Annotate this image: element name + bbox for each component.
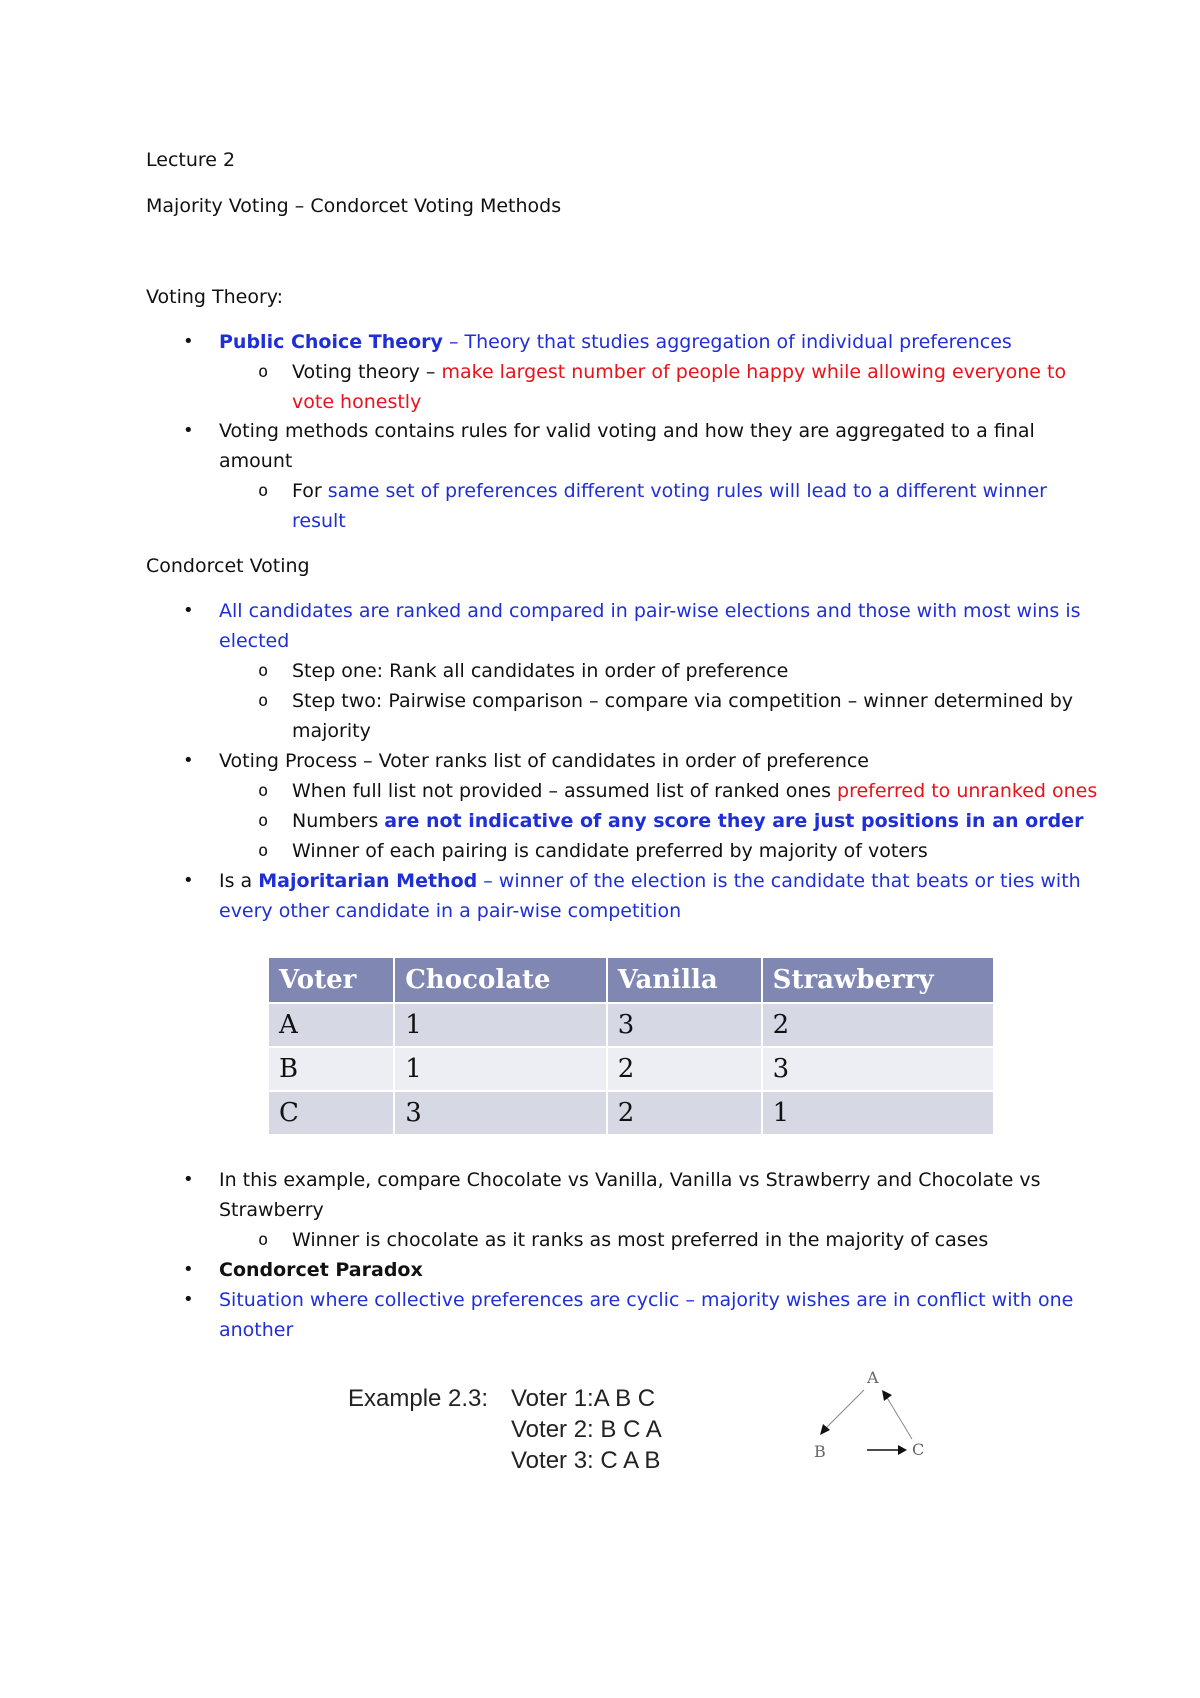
numbers-highlight: are not indicative of any score they are just positions in an order	[384, 810, 1084, 832]
table-cell: 3	[607, 1003, 762, 1047]
table-header-row	[268, 957, 994, 1003]
majoritarian-definition: – winner of the election is the candidate that beats or ties with	[477, 870, 1081, 892]
numbers-line	[292, 806, 1083, 836]
full-list-text: When full list not provided – assumed list of ranked ones	[292, 780, 838, 802]
sub-bullet-icon: o	[258, 691, 269, 711]
table-cell: 3	[762, 1047, 994, 1091]
node-b-label: B	[814, 1442, 826, 1461]
example-voter-1: Voter 1:A B C	[511, 1385, 656, 1412]
table-header-cell: Voter	[268, 957, 394, 1003]
full-list-highlight: preferred to unranked ones	[837, 780, 1098, 802]
bullet-icon: •	[183, 870, 194, 891]
step-two-line-2: majority	[292, 720, 371, 742]
numbers-prefix: Numbers	[292, 810, 385, 832]
winner-pairing: Winner of each pairing is candidate preferred by majority of voters	[292, 840, 928, 862]
full-list-line	[292, 776, 1097, 806]
majoritarian-line	[219, 866, 1081, 896]
example-compare-line-2: Strawberry	[219, 1199, 324, 1221]
example-voter-2: Voter 2: B C A	[511, 1416, 662, 1443]
edge-c-to-a	[886, 1396, 912, 1439]
voting-theory-sub-line-2: vote honestly	[292, 391, 422, 413]
table-row	[268, 1003, 994, 1047]
sub-bullet-icon: o	[258, 362, 269, 382]
bullet-icon: •	[183, 1259, 194, 1280]
table-cell: 2	[607, 1047, 762, 1091]
bullet-icon: •	[183, 1289, 194, 1310]
voting-theory-sub-term: Voting theory –	[292, 361, 442, 383]
example-compare-line: In this example, compare Chocolate vs Vanilla, Vanilla vs Strawberry and Chocolate vs	[219, 1169, 1041, 1191]
majoritarian-term: Majoritarian Method	[258, 870, 478, 892]
bullet-icon: •	[183, 420, 194, 441]
bullet-icon: •	[183, 750, 194, 771]
bullet-icon: •	[183, 600, 194, 621]
condorcet-paradox: Condorcet Paradox	[219, 1259, 423, 1281]
table-cell: 1	[394, 1003, 607, 1047]
preference-table	[267, 956, 995, 1136]
sub-bullet-icon: o	[258, 781, 269, 801]
table-cell: 1	[394, 1047, 607, 1091]
paradox-definition-line-2: another	[219, 1319, 294, 1341]
cycle-diagram	[800, 1366, 940, 1472]
sub-bullet-icon: o	[258, 661, 269, 681]
sub-bullet-icon: o	[258, 841, 269, 861]
condorcet-definition-line-2: elected	[219, 630, 290, 652]
lecture-title: Lecture 2	[146, 149, 236, 171]
condorcet-definition-line: All candidates are ranked and compared in pair-wise elections and those with most wins is	[219, 600, 1081, 622]
public-choice-term: Public Choice Theory	[219, 331, 443, 353]
example-voter-3: Voter 3: C A B	[511, 1447, 661, 1474]
bullet-icon: •	[183, 1169, 194, 1190]
node-a-label: A	[867, 1368, 879, 1387]
public-choice-line	[219, 327, 1012, 357]
voting-theory-heading: Voting Theory:	[146, 286, 284, 308]
sub-bullet-icon: o	[258, 1230, 269, 1250]
arrowhead-icon	[882, 1390, 892, 1401]
lecture-subtitle: Majority Voting – Condorcet Voting Methods	[146, 195, 562, 217]
public-choice-definition: – Theory that studies aggregation of individual preferences	[442, 331, 1012, 353]
paradox-definition: Situation where collective preferences are cyclic – majority wishes are in conflict with one	[219, 1289, 1074, 1311]
table-cell: C	[268, 1091, 394, 1135]
table-cell: 2	[762, 1003, 994, 1047]
majoritarian-prefix: Is a	[219, 870, 259, 892]
voting-theory-sub-definition: make largest number of people happy while allowing everyone to	[441, 361, 1067, 383]
condorcet-heading: Condorcet Voting	[146, 555, 310, 577]
table-cell: 2	[607, 1091, 762, 1135]
arrowhead-icon	[898, 1445, 907, 1455]
step-one: Step one: Rank all candidates in order of preference	[292, 660, 789, 682]
edge-a-to-b	[825, 1390, 864, 1429]
table-cell: A	[268, 1003, 394, 1047]
node-c-label: C	[912, 1440, 925, 1459]
table-row	[268, 1047, 994, 1091]
voting-methods-line: Voting methods contains rules for valid voting and how they are aggregated to a final	[219, 420, 1035, 442]
step-two: Step two: Pairwise comparison – compare via competition – winner determined by	[292, 690, 1074, 712]
table-header-cell: Chocolate	[394, 957, 607, 1003]
table-row	[268, 1091, 994, 1135]
preferences-sub-line-2: result	[292, 510, 346, 532]
preferences-sub-line	[292, 476, 1047, 506]
preferences-sub-text: same set of preferences different voting rules will lead to a different winner	[327, 480, 1047, 502]
example-label: Example 2.3:	[348, 1385, 489, 1412]
majoritarian-line-2: every other candidate in a pair-wise competition	[219, 900, 682, 922]
voting-methods-line-2: amount	[219, 450, 293, 472]
table-cell: 3	[394, 1091, 607, 1135]
bullet-icon: •	[183, 331, 194, 352]
table-header-cell: Vanilla	[607, 957, 762, 1003]
voting-process: Voting Process – Voter ranks list of candidates in order of preference	[219, 750, 869, 772]
table-cell: 1	[762, 1091, 994, 1135]
voting-theory-sub-line	[292, 357, 1066, 387]
table-header-cell: Strawberry	[762, 957, 994, 1003]
winner-chocolate: Winner is chocolate as it ranks as most preferred in the majority of cases	[292, 1229, 989, 1251]
preferences-sub-prefix: For	[292, 480, 328, 502]
sub-bullet-icon: o	[258, 481, 269, 501]
table-cell: B	[268, 1047, 394, 1091]
sub-bullet-icon: o	[258, 811, 269, 831]
